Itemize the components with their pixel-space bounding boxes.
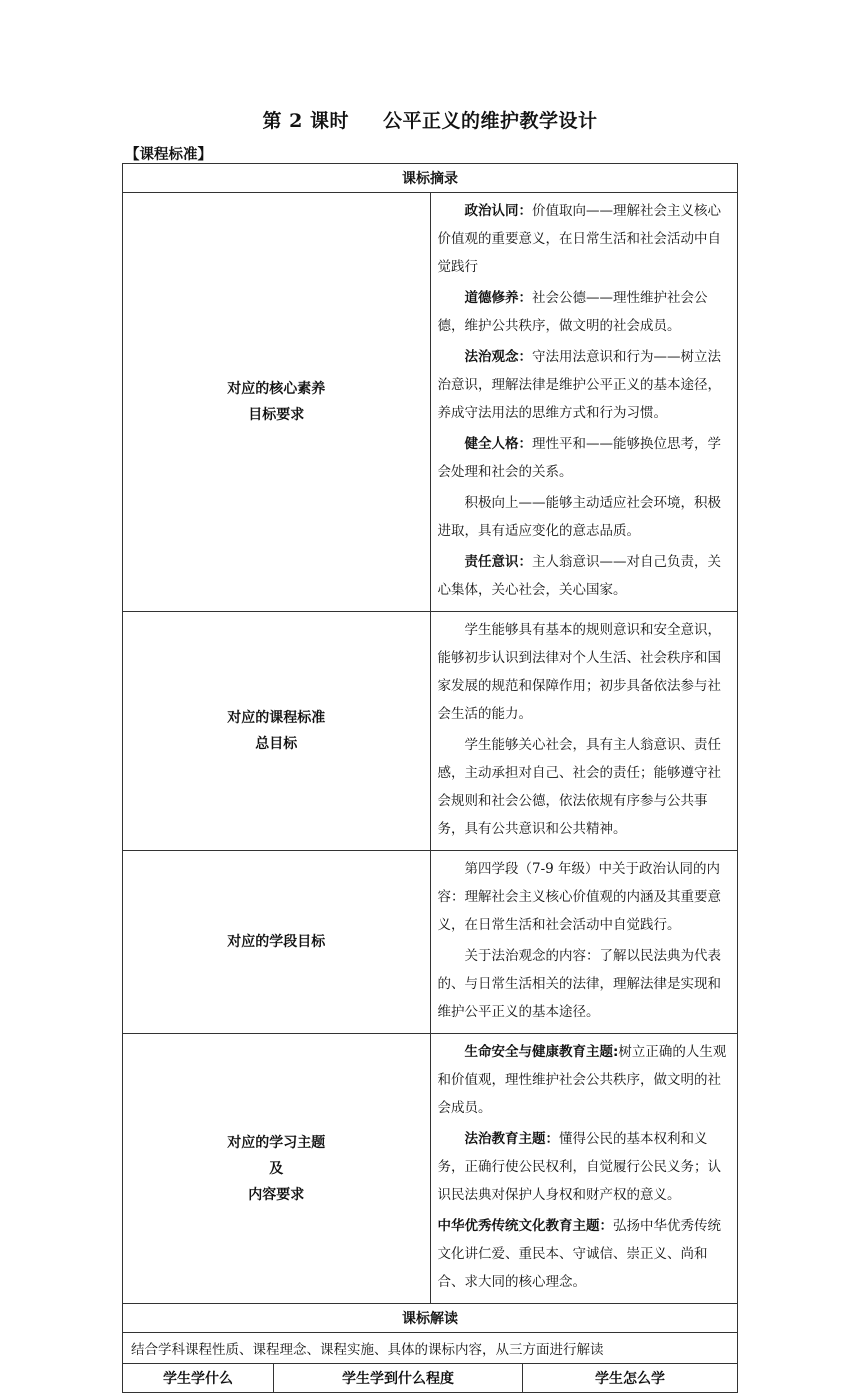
content-paragraph: 法治观念：守法用法意识和行为——树立法治意识，理解法律是维护公平正义的基本途径，养成守法用法的思维方式和行为习惯。: [437, 349, 721, 421]
table-row: [123, 1034, 738, 1304]
table-row: [123, 612, 738, 851]
row-label-line: 对应的课程标准: [227, 710, 326, 726]
row-content: [430, 193, 738, 612]
row-label-line: 对应的学习主题: [227, 1134, 326, 1151]
row-label-line: 对应的学段目标: [227, 934, 326, 950]
content-paragraph: 政治认同：价值取向——理解社会主义核心价值观的重要意义，在日常生活和社会活动中自觉践行: [437, 203, 721, 275]
content-paragraph: 生命安全与健康教育主题:树立正确的人生观和价值观，理性维护社会公共秩序，做文明的社会成员。: [437, 1044, 727, 1116]
row-label: [123, 851, 431, 1034]
content-paragraph: 道德修养：社会公德——理性维护社会公德，维护公共秩序，做文明的社会成员。: [437, 290, 708, 334]
row-label: [123, 193, 431, 612]
table-header-interpretation: 课标解读: [123, 1304, 738, 1333]
content-paragraph: 学生能够具有基本的规则意识和安全意识，能够初步认识到法律对个人生活、社会秩序和国家发展的规范和保障作用；初步具备依法参与社会生活的能力。: [437, 622, 721, 722]
title-part1: 第 2 课时: [262, 110, 349, 132]
content-paragraph: 积极向上——能够主动适应社会环境，积极进取，具有适应变化的意志品质。: [437, 495, 721, 539]
interpretation-note: 结合学科课程性质、课程理念、课程实施、具体的课标内容，从三方面进行解读: [123, 1333, 738, 1364]
content-paragraph: 第四学段（7-9 年级）中关于政治认同的内容：理解社会主义核心价值观的内涵及其重要意义，在日常生活和社会活动中自觉践行。: [437, 861, 721, 933]
row-label: [123, 612, 431, 851]
row-content: [430, 851, 738, 1034]
row-label-line: 对应的核心素养: [227, 381, 326, 397]
content-paragraph: 法治教育主题：懂得公民的基本权利和义务，正确行使公民权利，自觉履行公民义务；认识民法典对保护人身权和财产权的意义。: [437, 1131, 721, 1203]
title-part2: 公平正义的维护教学设计: [382, 110, 598, 132]
content-paragraph: 学生能够关心社会，具有主人翁意识、责任感，主动承担对自己、社会的责任；能够遵守社会规则和社会公德，依法依规有序参与公共事务，具有公共意识和公共精神。: [437, 737, 721, 837]
row-label-line: 目标要求: [248, 407, 305, 423]
column-header: 学生学到什么程度: [274, 1364, 523, 1392]
content-paragraph: 责任意识：主人翁意识——对自己负责，关心集体，关心社会，关心国家。: [437, 554, 721, 598]
curriculum-table: [122, 163, 738, 1393]
content-paragraph: 关于法治观念的内容：了解以民法典为代表的、与日常生活相关的法律，理解法律是实现和维护公平正义的基本途径。: [437, 948, 721, 1020]
page-title: [0, 106, 860, 133]
row-label-line: 总目标: [255, 736, 298, 752]
row-label: [123, 1034, 431, 1304]
table-row: [123, 193, 738, 612]
row-label-line: 内容要求: [248, 1186, 305, 1203]
column-header: 学生怎么学: [595, 1371, 665, 1387]
content-paragraph: 健全人格：理性平和——能够换位思考，学会处理和社会的关系。: [437, 436, 721, 480]
column-header-row: [123, 1364, 738, 1393]
row-content: [430, 612, 738, 851]
row-content: [430, 1034, 738, 1304]
table-row: [123, 851, 738, 1034]
section-label: 【课程标准】: [125, 147, 212, 163]
column-header: 学生学什么: [123, 1364, 274, 1392]
row-label-line: 及: [269, 1160, 284, 1177]
table-header-excerpt: 课标摘录: [123, 164, 738, 193]
content-paragraph: 中华优秀传统文化教育主题：弘扬中华优秀传统文化讲仁爱、重民本、守诚信、崇正义、尚和合、求大同的核心理念。: [437, 1218, 721, 1290]
